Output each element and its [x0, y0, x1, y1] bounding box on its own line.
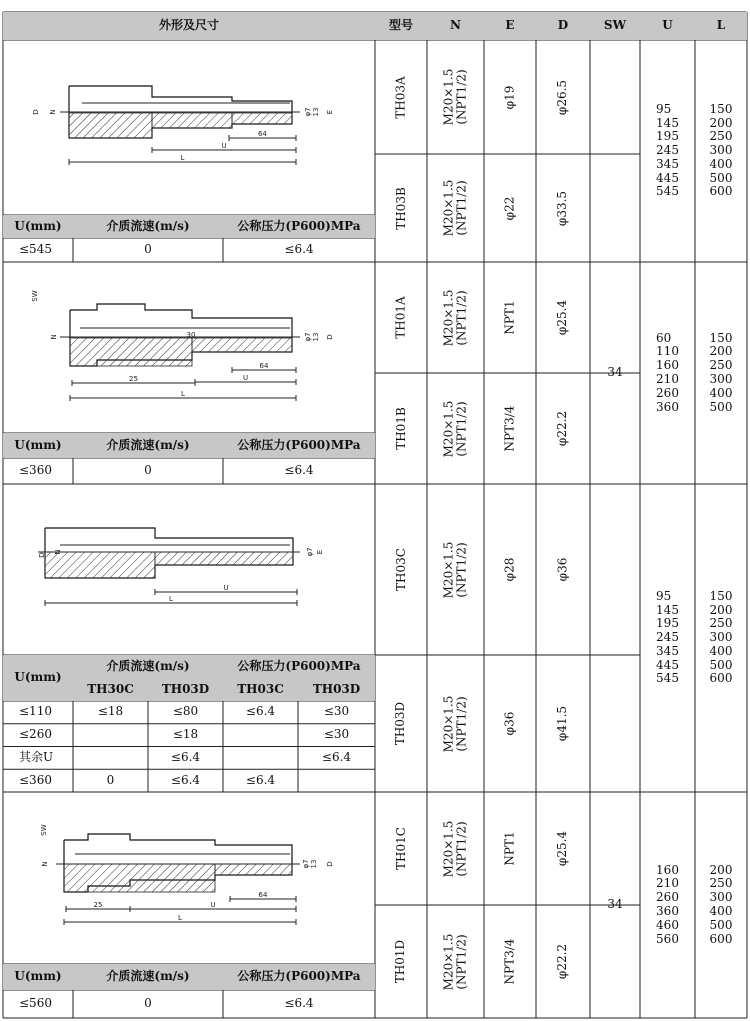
sub-cell: ≤18 [172, 727, 199, 742]
model-d-text: φ41.5 [555, 705, 570, 742]
model-d-text: φ22.2 [555, 943, 570, 980]
sub-cell: 0 [106, 772, 115, 787]
u-value: 160 [656, 862, 679, 877]
l-values-cell [695, 484, 747, 792]
label-d: D [326, 861, 334, 867]
u-value: 210 [656, 876, 679, 891]
dim-64: 64 [258, 891, 268, 899]
model-name-text: TH01C [393, 827, 408, 870]
l-values [710, 864, 733, 947]
label-phi7: φ7 [302, 859, 310, 869]
model-e-text: φ22 [502, 196, 517, 220]
label-30: 30 [186, 331, 196, 339]
model-d [536, 655, 590, 792]
model-thread-text: M20×1.5 (NPT1/2) [441, 695, 469, 752]
model-thread [427, 40, 484, 154]
sw-value: 34 [607, 897, 623, 912]
sub-header-u: U(mm) [3, 433, 73, 458]
header-u: U [640, 12, 695, 40]
model-name [375, 262, 427, 373]
dim-u: U [223, 584, 229, 592]
l-value: 600 [709, 931, 733, 946]
label-13: 13 [312, 332, 320, 342]
label-phi7: φ7 [304, 107, 312, 117]
sw-value: 34 [607, 365, 623, 380]
u-value: 445 [656, 657, 679, 672]
sub-header-u: U(mm) [3, 215, 73, 238]
hatch-section [152, 113, 232, 128]
model-e [484, 373, 536, 484]
model-name-text: TH01B [393, 407, 408, 450]
l-values-cell [695, 262, 747, 484]
sub-u: ≤360 [19, 463, 52, 478]
model-name [375, 154, 427, 262]
l-values [710, 103, 733, 200]
u-value: 210 [656, 372, 679, 386]
hatch-section [215, 864, 292, 875]
model-d [536, 792, 590, 905]
dim-l: L [180, 154, 185, 162]
u-value: 145 [656, 115, 679, 130]
sub-header-speed: 介质流速(m/s) [73, 433, 223, 458]
u-value: 160 [656, 358, 679, 373]
sub-header-speed: 介质流速(m/s) [73, 964, 223, 990]
header-d: D [536, 12, 590, 40]
hatch-section [45, 552, 155, 578]
l-value: 500 [709, 657, 733, 672]
sub-cell [223, 724, 298, 747]
header-model: 型号 [375, 12, 427, 40]
dim-l: L [169, 595, 173, 603]
l-value: 500 [709, 917, 733, 932]
hatch-section [192, 338, 292, 352]
model-name-text: TH03C [393, 548, 408, 591]
model-thread [427, 484, 484, 655]
hatch-section [155, 552, 293, 565]
u-value: 545 [656, 671, 679, 686]
sub-cell: ≤30 [323, 727, 350, 742]
u-values [656, 864, 679, 947]
sub-header-pressure: 公称压力(P600)MPa [223, 433, 375, 458]
model-e-text: NPT1 [502, 300, 517, 335]
l-value: 150 [709, 330, 733, 345]
l-value: 250 [709, 358, 733, 373]
model-thread-text: M20×1.5 (NPT1/2) [441, 400, 469, 457]
model-d-text: φ26.5 [555, 79, 570, 115]
model-e [484, 262, 536, 373]
l-value: 250 [709, 876, 733, 891]
sub-header-u: U(mm) [3, 655, 73, 701]
u-values [656, 590, 679, 687]
model-thread-text: M20×1.5 (NPT1/2) [441, 933, 469, 990]
model-name [375, 905, 427, 1018]
u-values [656, 332, 679, 415]
model-name-text: TH03A [393, 75, 408, 119]
sub-pressure: ≤6.4 [284, 996, 314, 1011]
u-value: 345 [656, 643, 679, 658]
l-value: 200 [709, 862, 733, 877]
header-shape: 外形及尺寸 [3, 12, 375, 40]
u-value: 545 [656, 184, 679, 199]
model-thread [427, 154, 484, 262]
sub-speed: 0 [144, 996, 152, 1011]
label-13: 13 [310, 859, 318, 869]
model-thread [427, 905, 484, 1018]
u-value: 95 [656, 588, 672, 603]
model-d [536, 905, 590, 1018]
model-e [484, 154, 536, 262]
u-value: 360 [656, 399, 679, 414]
label-n: N [49, 109, 57, 115]
l-value: 400 [709, 156, 733, 171]
header-e: E [484, 12, 536, 40]
model-thread-text: M20×1.5 (NPT1/2) [441, 541, 469, 598]
dim-l: L [178, 914, 182, 922]
model-d-text: φ22.2 [555, 410, 570, 447]
label-sw: SW [40, 824, 48, 836]
header-l: L [695, 12, 747, 40]
u-value: 110 [656, 344, 679, 359]
model-d [536, 40, 590, 154]
l-value: 150 [709, 588, 733, 603]
u-value: 195 [656, 129, 679, 144]
l-value: 400 [709, 385, 733, 400]
l-value: 600 [709, 671, 733, 686]
header-n: N [427, 12, 484, 40]
dim-u: U [210, 901, 216, 909]
model-thread-text: M20×1.5 (NPT1/2) [441, 179, 469, 237]
sub-cell: ≤80 [172, 704, 199, 719]
sub-speed: 0 [144, 463, 152, 478]
sub-col-header: TH30C [73, 678, 148, 701]
header-sw: SW [590, 12, 640, 40]
u-values-cell [640, 484, 695, 792]
hatch-section [232, 113, 292, 124]
model-e [484, 792, 536, 905]
l-values [710, 590, 733, 687]
label-d: D [32, 109, 40, 115]
u-value: 260 [656, 385, 679, 400]
model-d-text: φ25.4 [555, 299, 570, 336]
sub-col-header: TH03C [223, 678, 298, 701]
model-e-text: NPT1 [502, 831, 517, 866]
l-value: 300 [709, 143, 733, 158]
u-value: 195 [656, 616, 679, 631]
label-phi7: φ7 [306, 547, 314, 557]
model-thread [427, 655, 484, 792]
hatch-section [70, 338, 192, 366]
model-e [484, 484, 536, 655]
dim-l: L [181, 390, 185, 398]
sub-cell: ≤110 [19, 704, 52, 719]
u-values-cell [640, 262, 695, 484]
model-d-text: φ36 [555, 557, 570, 582]
l-value: 250 [709, 616, 733, 631]
model-d [536, 154, 590, 262]
sub-col-header: TH03D [298, 678, 375, 701]
model-d-text: φ33.5 [555, 190, 570, 226]
sub-cell [73, 747, 148, 770]
model-d-text: φ25.4 [555, 830, 570, 867]
label-d: D [38, 552, 46, 558]
model-e-text: NPT3/4 [502, 405, 517, 452]
model-thread-text: M20×1.5 (NPT1/2) [441, 68, 469, 126]
sub-header-pressure: 公称压力(P600)MPa [223, 964, 375, 990]
model-name-text: TH01A [393, 296, 408, 339]
l-value: 200 [709, 602, 733, 617]
model-e-text: φ28 [502, 557, 517, 582]
u-value: 445 [656, 170, 679, 185]
sub-cell [298, 769, 375, 792]
sub-cell: 其余U [19, 749, 54, 764]
l-value: 300 [709, 630, 733, 645]
label-13: 13 [312, 107, 320, 117]
sub-cell: ≤30 [323, 704, 350, 719]
sub-header-u: U(mm) [3, 964, 73, 990]
u-values-cell [640, 792, 695, 1018]
model-e [484, 905, 536, 1018]
sub-header-pressure: 公称压力(P600)MPa [223, 215, 375, 238]
label-e: E [316, 549, 324, 555]
model-name-text: TH03D [393, 701, 408, 746]
sub-pressure: ≤6.4 [284, 242, 314, 257]
u-value: 245 [656, 143, 679, 158]
u-value: 360 [656, 904, 679, 918]
model-e-text: NPT3/4 [502, 938, 517, 985]
model-e-text: φ36 [502, 711, 517, 736]
sub-cell: ≤18 [97, 704, 124, 719]
model-thread-text: M20×1.5 (NPT1/2) [441, 289, 469, 346]
model-name [375, 373, 427, 484]
label-n: N [50, 334, 58, 340]
sub-u: ≤545 [19, 242, 52, 257]
l-values-cell [695, 40, 747, 262]
model-thread [427, 792, 484, 905]
sub-cell [223, 747, 298, 770]
dim-64: 64 [259, 362, 269, 370]
sub-cell: ≤6.4 [321, 749, 352, 764]
l-value: 300 [709, 890, 733, 905]
l-values-cell [695, 792, 747, 1018]
sub-header-speed: 介质流速(m/s) [73, 215, 223, 238]
sub-cell: ≤6.4 [170, 772, 201, 787]
model-e [484, 40, 536, 154]
l-value: 500 [709, 170, 733, 185]
sub-cell: ≤6.4 [170, 749, 201, 764]
model-name-text: TH01D [393, 939, 408, 984]
label-d: D [326, 334, 334, 340]
sub-speed: 0 [144, 242, 152, 257]
model-d [536, 484, 590, 655]
u-value: 345 [656, 156, 679, 171]
model-thread-text: M20×1.5 (NPT1/2) [441, 820, 469, 877]
u-value: 145 [656, 602, 679, 617]
u-value: 95 [656, 101, 672, 116]
model-name [375, 40, 427, 154]
model-thread [427, 373, 484, 484]
sub-cell: ≤6.4 [245, 704, 276, 719]
model-name [375, 655, 427, 792]
model-d [536, 262, 590, 373]
sw-value [590, 484, 640, 792]
sub-cell [73, 724, 148, 747]
label-e: E [326, 109, 334, 115]
model-name [375, 792, 427, 905]
sw-value [590, 40, 640, 262]
hatch-section [64, 864, 215, 892]
sub-header-pressure: 公称压力(P600)MPa [223, 655, 375, 678]
label-sw: SW [31, 290, 39, 302]
dim-25: 25 [93, 901, 103, 909]
dim-64: 64 [258, 130, 267, 138]
model-thread [427, 262, 484, 373]
dim-u: U [242, 374, 249, 382]
model-name-text: TH03B [393, 186, 408, 230]
sub-cell: ≤6.4 [245, 772, 276, 787]
model-e [484, 655, 536, 792]
u-values-cell [640, 40, 695, 262]
sub-cell: ≤360 [19, 772, 52, 787]
l-value: 500 [709, 399, 733, 414]
model-d [536, 373, 590, 484]
u-value: 245 [656, 630, 679, 645]
sub-header-speed: 介质流速(m/s) [73, 655, 223, 678]
l-value: 400 [709, 904, 733, 918]
u-value: 460 [656, 917, 679, 932]
label-n: N [41, 861, 49, 867]
dim-25: 25 [129, 375, 138, 383]
l-value: 400 [709, 643, 733, 658]
sub-col-header: TH03D [148, 678, 223, 701]
label-n: N [54, 549, 62, 555]
sub-pressure: ≤6.4 [284, 463, 314, 478]
sub-cell: ≤260 [19, 727, 52, 742]
hatch-section [69, 113, 152, 138]
l-value: 150 [709, 101, 733, 116]
l-value: 300 [709, 372, 733, 386]
l-value: 200 [709, 344, 733, 359]
l-value: 600 [709, 184, 733, 199]
u-values [656, 103, 679, 200]
l-value: 200 [709, 115, 733, 130]
u-value: 260 [656, 890, 679, 905]
u-value: 60 [656, 330, 672, 345]
dim-u: U [221, 142, 227, 150]
label-phi7: φ7 [304, 332, 312, 342]
model-name [375, 484, 427, 655]
u-value: 560 [656, 931, 679, 946]
sub-u: ≤560 [19, 996, 52, 1011]
model-e-text: φ19 [502, 85, 517, 109]
l-value: 250 [709, 129, 733, 144]
l-values [710, 332, 733, 415]
